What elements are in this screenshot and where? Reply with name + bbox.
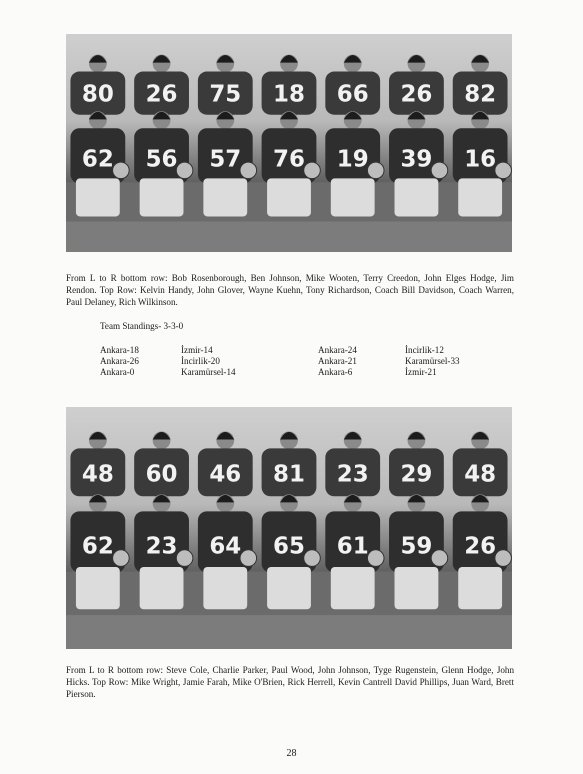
jersey-number: 23: [145, 533, 178, 560]
player: [198, 55, 253, 115]
player-pants: [395, 567, 439, 609]
player-pants: [267, 567, 311, 609]
helmet-icon: [495, 162, 512, 179]
player-pants: [395, 178, 439, 216]
jersey-number: 26: [400, 81, 433, 108]
helmet-icon: [367, 162, 384, 179]
team-photo-top: [66, 34, 512, 252]
standings-column-1: [100, 345, 139, 378]
team-photo-bottom-image: [66, 407, 512, 649]
team-photo-top-image: [66, 34, 512, 252]
jersey-number: 62: [81, 533, 114, 560]
team-photo-bottom: [66, 407, 512, 649]
jersey-number: 75: [209, 81, 242, 108]
standings-title: Team Standings- 3-3-0: [100, 321, 184, 331]
player: [70, 55, 125, 115]
player: [325, 55, 380, 115]
standings-entry: İncirlik-20: [181, 356, 220, 366]
player-pants: [203, 567, 247, 609]
helmet-icon: [431, 162, 448, 179]
standings-column-3: [318, 345, 357, 378]
player-pants: [140, 567, 184, 609]
caption-top: From L to R bottom row: Bob Rosenborough, Ben Johnson, Mike Wooten, Terry Creedon, John Elges Hodge, Jim Rendon. Top Row: Kelvin Handy, John Glover, Wayne Kuehn, Tony Richardson, Coach Bill Davidson, Coach Warren, Paul Delaney, Rich Wilkinson.: [66, 273, 514, 307]
jersey-number: 48: [81, 461, 114, 488]
helmet-icon: [495, 550, 512, 567]
jersey-number: 60: [145, 461, 178, 488]
player-pants: [76, 178, 120, 216]
jersey-number: 59: [400, 533, 433, 560]
jersey-number: 62: [81, 146, 114, 173]
helmet-icon: [304, 550, 321, 567]
standings-entry: Ankara-21: [318, 356, 357, 366]
jersey-number: 66: [336, 81, 369, 108]
jersey-number: 48: [464, 461, 497, 488]
player: [453, 55, 508, 115]
jersey-number: 76: [273, 146, 305, 173]
standings-entry: Ankara-24: [318, 345, 357, 355]
player: [198, 431, 253, 496]
player: [389, 55, 444, 115]
player-pants: [458, 567, 502, 609]
jersey-number: 16: [464, 146, 497, 173]
helmet-icon: [113, 550, 130, 567]
player-pants: [458, 178, 502, 216]
standings-entry: Ankara-6: [318, 367, 353, 377]
jersey-number: 26: [145, 81, 178, 108]
jersey-number: 64: [209, 533, 242, 560]
jersey-number: 23: [336, 461, 369, 488]
caption-bottom: From L to R bottom row: Steve Cole, Charlie Parker, Paul Wood, John Johnson, Tyge Rugenstein, Glenn Hodge, John Hicks. Top Row: Mike Wright, Jamie Farah, Mike O'Brien, Rick Herrell, Kevin Cantrell David Phillips, Juan Ward, Brett Pierson.: [66, 665, 514, 699]
player: [70, 431, 125, 496]
player: [389, 431, 444, 496]
jersey-number: 39: [400, 146, 433, 173]
player-pants: [331, 178, 375, 216]
jersey-number: 19: [336, 146, 369, 173]
player-pants: [76, 567, 120, 609]
helmet-icon: [304, 162, 321, 179]
helmet-icon: [113, 162, 130, 179]
helmet-icon: [240, 162, 257, 179]
player: [262, 431, 317, 496]
player-pants: [203, 178, 247, 216]
jersey-number: 61: [336, 533, 369, 560]
player: [134, 55, 189, 115]
player-pants: [331, 567, 375, 609]
helmet-icon: [431, 550, 448, 567]
player: [134, 431, 189, 496]
standings-entry: Ankara-26: [100, 356, 139, 366]
page-number: 28: [286, 748, 297, 759]
standings-entry: Ankara-0: [100, 367, 135, 377]
standings-entry: Ankara-18: [100, 345, 139, 355]
helmet-icon: [240, 550, 257, 567]
jersey-number: 56: [145, 146, 178, 173]
standings-entry: İncirlik-12: [405, 345, 444, 355]
jersey-number: 65: [273, 533, 305, 560]
player-pants: [267, 178, 311, 216]
standings-entry: Karamürsel-14: [181, 367, 236, 377]
player: [325, 431, 380, 496]
jersey-number: 80: [81, 81, 114, 108]
jersey-number: 82: [464, 81, 497, 108]
jersey-number: 81: [273, 461, 305, 488]
standings-column-2: [181, 345, 236, 378]
jersey-number: 29: [400, 461, 433, 488]
standings-entry: İzmir-14: [181, 345, 213, 355]
helmet-icon: [367, 550, 384, 567]
jersey-number: 57: [209, 146, 242, 173]
standings-column-4: [405, 345, 460, 378]
helmet-icon: [176, 162, 193, 179]
standings-entry: Karamürsel-33: [405, 356, 460, 366]
standings-entry: İzmir-21: [405, 367, 437, 377]
jersey-number: 46: [209, 461, 242, 488]
player-pants: [140, 178, 184, 216]
helmet-icon: [176, 550, 193, 567]
jersey-number: 18: [273, 81, 305, 108]
player: [453, 431, 508, 496]
player: [262, 55, 317, 115]
jersey-number: 26: [464, 533, 497, 560]
